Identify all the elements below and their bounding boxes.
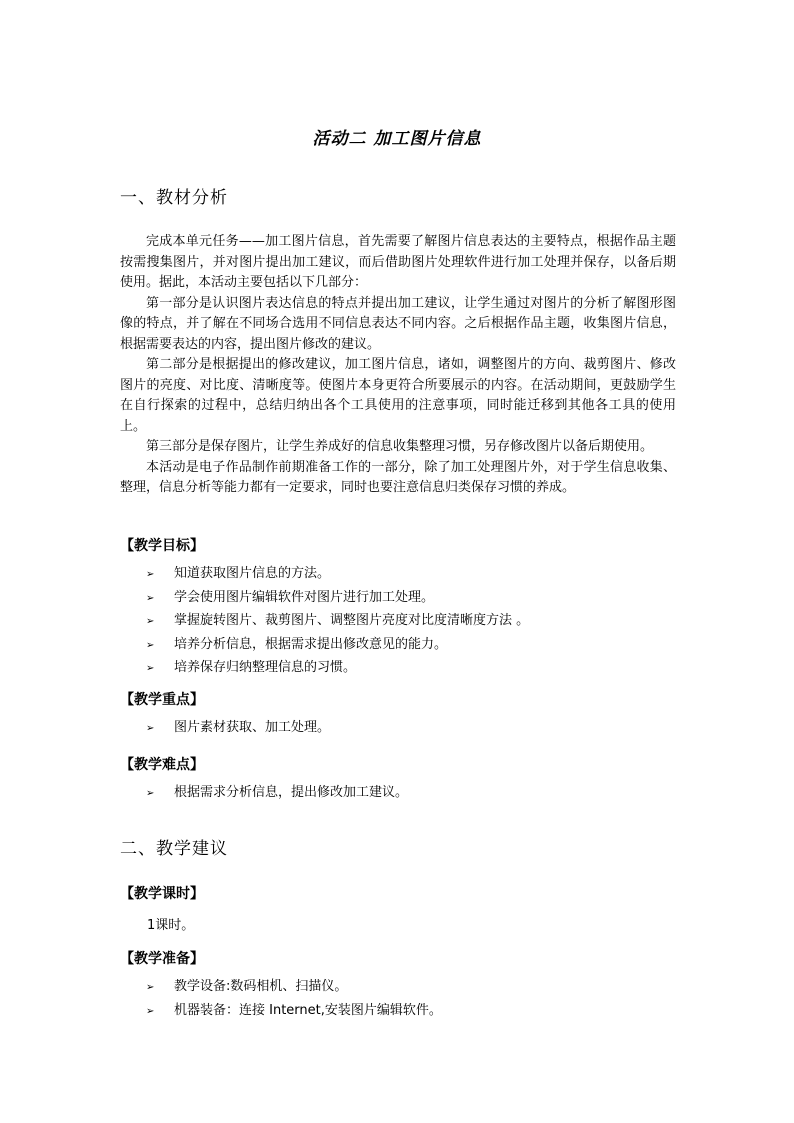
- arrow-bullet-icon: ➢: [146, 1005, 155, 1017]
- paragraph: 第一部分是认识图片表达信息的特点并提出加工建议，让学生通过对图片的分析了解图形图像的特点，并了解在不同场合选用不同信息表达不同内容。之后根据作品主题，收集图片信息，根据需要表达的内容，提出图片修改的建议。: [120, 295, 676, 352]
- paragraph: 第三部分是保存图片，让学生养成好的信息收集整理习惯，另存修改图片以备后期使用。: [146, 439, 654, 454]
- arrow-bullet-icon: ➢: [146, 569, 155, 580]
- paragraph: 第二部分是根据提出的修改建议，加工图片信息，诸如，调整图片的方向、裁剪图片、修改图片的亮度、对比度、清晰度等。使图片本身更符合所要展示的内容。在活动期间，更鼓励学生在自行探索的过程中，总结归纳出各个工具使用的注意事项，同时能迁移到其他各工具的使用上。: [120, 357, 676, 434]
- goals-heading: 【教学目标】: [120, 538, 204, 554]
- list-item: ➢ 根据需求分析信息，提出修改加工建议。: [146, 781, 408, 805]
- arrow-bullet-icon: ➢: [146, 639, 155, 651]
- difficulties-list: [146, 781, 408, 805]
- list-item: ➢ 教学设备:数码相机、扫描仪。: [146, 975, 442, 999]
- goals-list: [146, 562, 529, 680]
- section-heading-analysis: 一、教材分析: [120, 188, 228, 208]
- arrow-bullet-icon: ➢: [146, 592, 155, 604]
- list-item: ➢ 培养分析信息，根据需求提出修改意见的能力。: [146, 633, 529, 657]
- list-item: ➢ 图片素材获取、加工处理。: [146, 716, 330, 740]
- preparation-list: [146, 975, 442, 1022]
- paragraph: 本活动是电子作品制作前期准备工作的一部分，除了加工处理图片外，对于学生信息收集、整理，信息分析等能力都有一定要求，同时也要注意信息归类保存习惯的养成。: [120, 459, 676, 495]
- arrow-bullet-icon: ➢: [146, 788, 155, 799]
- list-item: ➢ 知道获取图片信息的方法。: [146, 562, 529, 586]
- list-item: ➢ 机器装备：连接 Internet,安装图片编辑软件。: [146, 999, 442, 1023]
- arrow-bullet-icon: ➢: [146, 982, 155, 993]
- arrow-bullet-icon: ➢: [146, 663, 155, 674]
- arrow-bullet-icon: ➢: [146, 723, 155, 734]
- list-item: ➢ 学会使用图片编辑软件对图片进行加工处理。: [146, 586, 529, 610]
- analysis-body: [120, 232, 676, 499]
- hours-text: 1课时。: [147, 918, 195, 933]
- key-points-heading: 【教学重点】: [120, 692, 204, 708]
- section-heading-suggestions: 二、教学建议: [120, 839, 228, 859]
- arrow-bullet-icon: ➢: [146, 616, 155, 627]
- list-item: ➢ 掌握旋转图片、裁剪图片、调整图片亮度对比度清晰度方法 。: [146, 609, 529, 633]
- key-points-list: [146, 716, 330, 740]
- paragraph: 完成本单元任务——加工图片信息，首先需要了解图片信息表达的主要特点，根据作品主题按需搜集图片，并对图片提出加工建议，而后借助图片处理软件进行加工处理并保存，以备后期使用。据此，本活动主要包括以下几部分：: [120, 234, 676, 290]
- preparation-heading: 【教学准备】: [120, 951, 204, 967]
- list-item: ➢ 培养保存归纳整理信息的习惯。: [146, 656, 529, 680]
- page-title: 活动二 加工图片信息: [312, 129, 482, 149]
- hours-heading: 【教学课时】: [120, 886, 204, 902]
- difficulties-heading: 【教学难点】: [120, 757, 204, 773]
